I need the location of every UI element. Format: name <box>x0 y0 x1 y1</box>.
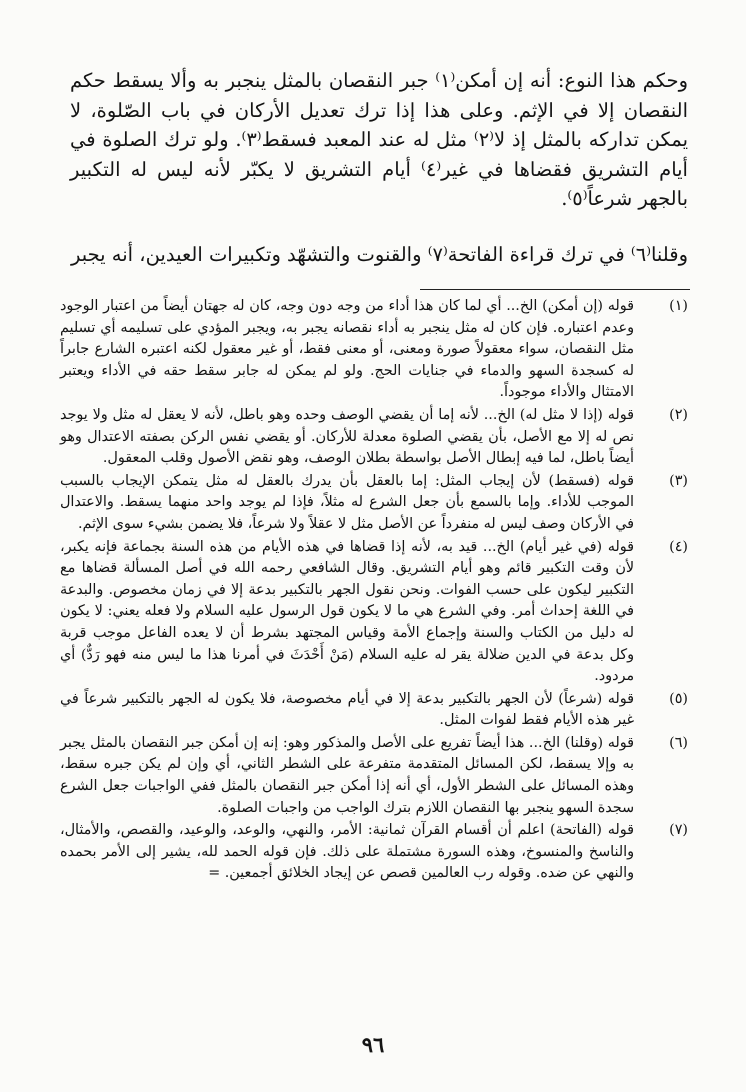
footnote-number: (٦) <box>669 734 688 751</box>
footnote-text: قوله (في غير أيام) الخ... قيد به، لأنه إذا قضاها في هذه الأيام من هذه السنة بجماعة فإنه يكبر، لأن وقت التكبير قائم وهو أيام التشريق. وقال الشافعي رحمه الله في أصل المسألة قضاها مع التكبير ليكون على حسب الفوات. ونحن نقول الجهر بالتكبير بدعة إلا في زمان مخصوص. والبدعة في اللغة إحداث أمر. وفي الشرع هي ما لا يكون قول الرسول عليه السلام ولا فعله يعني: لا يكون له دليل من الكتاب والسنة وإجماع الأمة وقياس المجتهد بشرط أن لا يعده الفاعل موجب قربة وكل بدعة في الدين ضلالة يقر له عليه السلام (مَنْ أَحْدَثَ في أمرنا هذا ما ليس منه فهو رَدٌّ) أي مردود. <box>60 538 634 685</box>
footnote-3 <box>60 471 688 536</box>
footnote-number: (٢) <box>669 406 688 423</box>
footnote-number: (٧) <box>669 822 688 839</box>
footnote-text: قوله (إذا لا مثل له) الخ... لأنه إما أن يقضي الوصف وحده وهو باطل، لأنه لا يعقل له مثل ولا يوجد نص له إلا مع الأصل، بأن يقضي الصلوة معدلة للأركان. أو يقضي نفس الركن بصفته الاعتدال وهو أيضاً باطل، لما فيه إبطال الأصل بواسطة بطلان الوصف، وهو نقض الأصول وقلب المعقول. <box>60 406 634 467</box>
footnotes <box>60 296 688 886</box>
footnote-number: (١) <box>669 298 688 314</box>
footnote-text: قوله (فسقط) لأن إيجاب المثل: إما بالعقل بأن يدرك بالعقل له مثل يتمكن الإيجاب بالسبب الموجب للأداء. وإما بالسمع بأن جعل الشرع له مثلاً، فإذا لم يوجد واحد منهما يسقط. والاعتدال في الأركان وصف ليس له منفرداً عن الأصل مثل لا عقلاً ولا شرعاً، فلا يضمن بشيء سوى الإثم. <box>60 472 634 532</box>
footnote-6 <box>60 733 688 819</box>
main-text <box>70 66 688 269</box>
footnote-2 <box>60 405 688 470</box>
footnote-text: قوله (إن أمكن) الخ... أي لما كان هذا أداء من وجه دون وجه، كان له جهتان أيضاً من اعتبار الوجود وعدم اعتباره. فإن كان له مثل ينجبر به أداء نقصانه يجبر به، ويجبر المؤدي على تسليمه أي تسليم مثل النقصان، سواء معقولاً صورة ومعنى، أو معنى فقط، أو غير معقول لكنه اعتبره الشارع جابراً له كسجدة السهو والدماء في جنايات الحج. ولو لم يمكن له جابر سقط حقه في الأداء ويعتبر الامتثال والأداء موجوداً. <box>60 298 634 401</box>
footnote-7 <box>60 820 688 885</box>
footnote-number: (٤) <box>669 538 688 555</box>
footnote-5 <box>60 689 688 732</box>
main-paragraph-2: وقلنا⁽٦⁾ في ترك قراءة الفاتحة⁽٧⁾ والقنوت والتشهّد وتكبيرات العيدين، أنه يجبر <box>70 242 688 266</box>
main-paragraph-1: وحكم هذا النوع: أنه إن أمكن⁽١⁾ جبر النقصان بالمثل ينجبر به وألا يسقط حكم النقصان إلا في الإثم. وعلى هذا إذا ترك تعديل الأركان في باب الصّلوة، لا يمكن تداركه بالمثل إذ لا⁽٢⁾ مثل له عند المعبد فسقط⁽٣⁾. ولو ترك الصلوة في أيام التشريق فقضاها في غير⁽٤⁾ أيام التشريق لا يكبّر لأنه ليس له التكبير بالجهر شرعاً⁽٥⁾. <box>70 69 689 210</box>
footnote-number: (٥) <box>669 690 688 707</box>
footnote-text: قوله (الفاتحة) اعلم أن أقسام القرآن ثمانية: الأمر، والنهي، والوعد، والوعيد، والقصص، والأمثال، والناسخ والمنسوخ، وهذه السورة مشتملة على ذلك. فإن قوله الحمد لله، يشير إلى الأمر بحمده والنهي عن ضده. وقوله رب العالمين قصص عن إيجاد الخلائق أجمعين. = <box>60 822 634 882</box>
page-number: ٩٦ <box>361 1032 385 1057</box>
footnote-number: (٣) <box>669 472 688 489</box>
footnote-4 <box>60 537 688 688</box>
footnote-text: قوله (وقلنا) الخ... هذا أيضاً تفريع على الأصل والمذكور وهو: إنه إن أمكن جبر النقصان بالمثل يجبر به وإلا يسقط، لكن المسائل المتقدمة متفرعة على الشطر الثاني، أي وإن لم يكن جبره سقط، وهذه المسائل على الشطر الأول، أي أنه إذا أمكن جبر النقصان بالمثل ففي الواجبات جعل الشرع سجدة السهو ينجبر بها النقصان اللازم بترك الواجب من واجبات الصلوة. <box>60 734 634 816</box>
footnote-text: قوله (شرعاً) لأن الجهر بالتكبير بدعة إلا في أيام مخصوصة، فلا يكون له الجهر بالتكبير شرعاً في غير هذه الأيام فقط لفوات المثل. <box>60 690 634 729</box>
footnote-1 <box>60 296 688 404</box>
footnote-separator <box>420 289 690 290</box>
